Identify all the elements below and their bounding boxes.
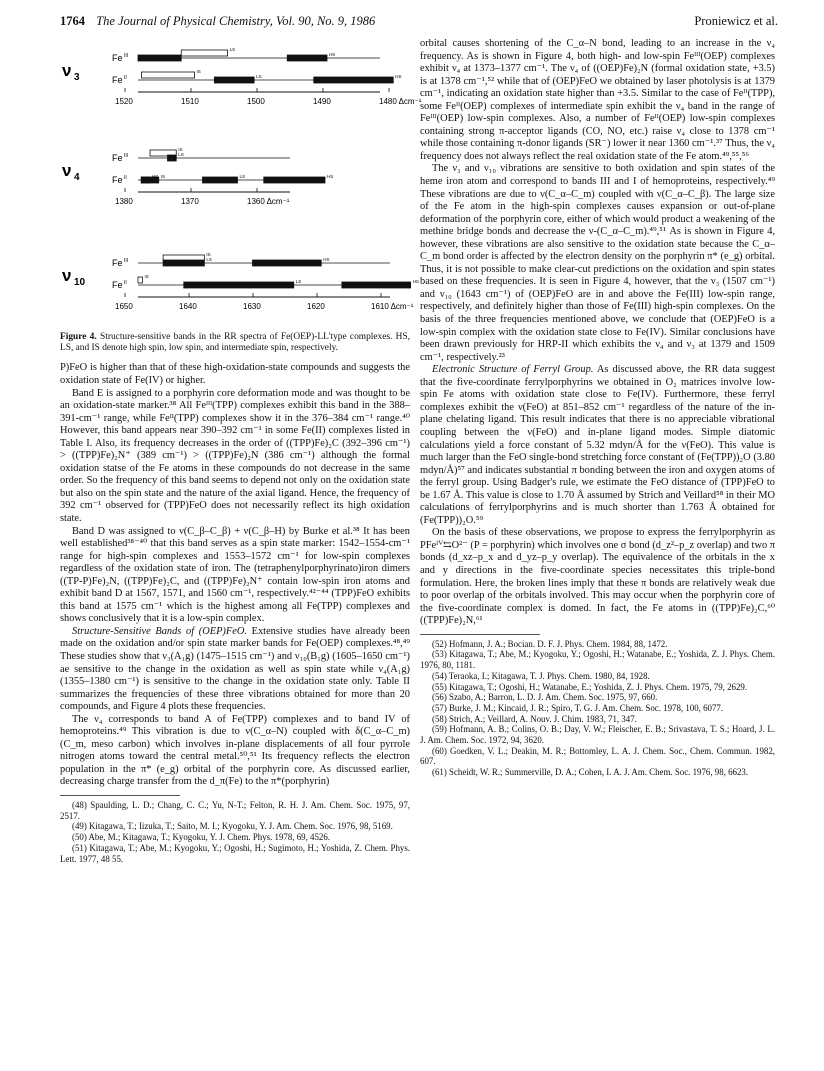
reference-item: (48) Spaulding, L. D.; Chang, C. C.; Yu, N-T.; Felton, R. H. J. Am. Chem. Soc. 1975, 97, 2517.: [60, 800, 410, 821]
spin-state-bar: [184, 282, 294, 288]
spin-state-bar: [314, 77, 394, 83]
reference-item: (60) Goedken, V. L.; Deakin, M. R.; Bottomley, L. A. J. Chem. Soc., Chem. Commun. 1982, 607.: [420, 745, 775, 767]
reference-item: (55) Kitagawa, T.; Ogoshi, H.; Watanabe, E.; Yoshida, Z. J. Phys. Chem. 1975, 79, 2629.: [432, 681, 748, 692]
spin-state-bar: [253, 260, 322, 266]
fe3-row-sup: III: [124, 258, 129, 264]
spin-state-bar: [203, 177, 238, 183]
axis-tick-label: 1640: [179, 302, 197, 311]
spin-state-bar: [287, 55, 327, 61]
panel-label-subscript: 3: [74, 72, 80, 83]
spin-state-bar: [138, 277, 143, 283]
paragraph: On the basis of these observations, we propose to express the ferrylporphyrin as PFeᴵⱽ⇆O²⁻ (P = porphyrin) which involves one σ bond (d_z²–p_z overlap) and two π bonds (d_xz–p_x and d_yz–p_y overlap). The equivalence of the orbitals in the x and y directions in the five-coordinate species necessitates this triple-bond formulation. Here, the broken lines imply that these π bonds are relatively weak due to poor overlap of the orbitals involved. This may occur when the porphyrin core of the five-coordinate complex is domed. In fact, the Fe atoms in ((TPP)Fe)₂C,⁶⁰ ((TPP)Fe)₂N,⁶¹: [420, 527, 775, 627]
journal-citation: The Journal of Physical Chemistry, Vol. 90, No. 9, 1986: [96, 14, 376, 28]
spin-state-bar: [342, 282, 411, 288]
spin-state-label: HS: [412, 279, 419, 284]
reference-item: (51) Kitagawa, T.; Abe, M.; Kyogoku, Y.; Ogoshi, H.; Sugimoto, H.; Yoshida, Z. Chem. Phys. Lett. 1977, 48 55.: [60, 842, 410, 864]
fe3-row-label: Fe: [112, 258, 123, 268]
spin-state-bar: [214, 77, 254, 83]
axis-tick-label: 1650: [115, 302, 133, 311]
spin-state-label: LS: [295, 279, 302, 284]
spin-state-label: IS: [144, 274, 149, 279]
axis-tick-label: 1630: [243, 302, 261, 311]
figure-4-diagram: [60, 38, 422, 328]
panel-label: ν: [62, 161, 72, 180]
reference-divider: [420, 634, 540, 635]
paragraph: [420, 364, 775, 527]
fe3-row-label: Fe: [112, 153, 123, 163]
spin-state-label: LS: [178, 152, 184, 157]
reference-item: (50) Abe, M.; Kitagawa, T.; Kyogoku, Y. J. Chem. Phys. 1978, 69, 4526.: [72, 832, 331, 843]
spin-state-label: IS: [160, 174, 166, 179]
running-authors: Proniewicz et al.: [694, 14, 778, 28]
axis-tick-label: 1370: [181, 197, 199, 206]
reference-item: (56) Szabo, A.; Barron, L. D. J. Am. Chem. Soc. 1975, 97, 660.: [432, 692, 658, 703]
section-heading: Electronic Structure of Ferryl Group.: [432, 364, 594, 376]
paragraph: The ν₄ corresponds to band A of Fe(TPP) complexes and to band IV of hemoproteins.⁴⁹ This vibration is due to ν(C_α–N) coupled with δ(C_α–C_m) (C_m, meso carbon) which involves in-plane displacements of all four pyrrole nitrogen atoms toward the central metal.⁵⁰,⁵¹ Its frequency reflects the electron population in the π* (e_g) orbital of the porphyrin core. As discussed earlier, decreasing charge transfer from the d_π(Fe) to the π*(porphyrin): [60, 713, 410, 788]
left-column: [60, 38, 422, 864]
reference-list: [420, 639, 775, 778]
reference-item: (59) Hofmann, A. B.; Colins, O. B.; Day, V. W.; Fleischer, E. B.; Srivastava, T. S.; Hoard, J. L. J. Am. Chem. Soc. 1972, 94, 3620.: [420, 724, 775, 746]
fe3-row-label: Fe: [112, 53, 123, 63]
paragraph: Band E is assigned to a porphyrin core deformation mode and was thought to be an oxidation-state marker.³⁸ All Feᴵᴵᴵ(TPP) complexes exhibit this band in the 388–391-cm⁻¹ range, while Feᴵᴵ(TPP) complexes show it in the 376–384 cm⁻¹ range.⁴⁰ However, this band appears near 390–392 cm⁻¹ in some Fe(II) complexes listed in Table I. Also, its frequency decreases in the order of ((TPP)Fe)₂C (392–396 cm⁻¹) > ((TPP)Fe)₂N⁺ (389 cm⁻¹) > ((TPP)Fe)₂N (386 cm⁻¹) although the formal oxidation statse of the Fe atoms in these compounds do not decrease in the same order. So the frequency of this band seems to depend not only on the oxidation state but also on the spin state and the nature of the axial ligand. Hence, the frequency of 392 cm⁻¹ observed for (TPP)FeO does not necessarily reflect its high oxidation state.: [60, 387, 410, 524]
figure-caption: [60, 332, 410, 354]
spin-state-bar: [168, 155, 177, 161]
figure-caption-text: Structure-sensitive bands in the RR spectra of Fe(OEP)-LL'type complexes. HS, LS, and IS denote high spin, low spin, and intermediate spin, respectively.: [60, 332, 410, 354]
spin-state-bar: [163, 260, 204, 266]
spin-state-label: IS: [196, 69, 201, 74]
paragraph: orbital causes shortening of the C_α–N bond, leading to an increase in the ν₄ frequency. As is shown in Figure 4, both high- and low-spin Feᴵᴵᴵ(OEP) complexes exhibit ν₄ at 1373–1377 cm⁻¹. The ν₄ of ((OEP)Fe)₂N (formal oxidation state, +3.5) is at 1378 cm⁻¹,⁵² while that of (OEP)FeO we obtained by laser photolysis is at 1379 cm⁻¹, indicating an oxidation state higher than +3.5. Similar to the case of Feᴵᴵ(TPP), some Feᴵᴵ(OEP) complexes of intermediate spin exhibit the ν₄ band in the range of Feᴵᴵᴵ(OEP) low-spin complexes. Also, a number of Feᴵᴵ(OEP) low-spin complexes containing strong π-acceptor ligands (CO, NO, etc.) raise ν₄ close to 1378 cm⁻¹ while those containing π-donor ligands (SR⁻) lower it near 1360 cm⁻¹.³⁷ Thus, the ν₄ frequency does not always reflect the real oxidation state of the Fe atom.⁴⁹,⁵⁵,⁵⁶: [420, 38, 775, 162]
reference-item: (53) Kitagawa, T.; Abe, M.; Kyogoku, Y.; Ogoshi, H.; Watanabe, E.; Yoshida, Z. J. Phys. Chem. 1976, 80, 1181.: [420, 649, 775, 671]
reference-item: (52) Hofmann, J. A.; Bocian. D. F. J. Phys. Chem. 1984, 88, 1472.: [432, 638, 668, 649]
fe2-row-label: Fe: [112, 175, 123, 185]
spin-state-bar: [141, 177, 150, 183]
spin-state-label: LS: [229, 47, 236, 52]
axis-tick-label: 1490: [313, 97, 331, 106]
right-column: [420, 38, 775, 778]
reference-item: (49) Kitagawa, T.; Iizuka, T.; Saito, M. I.; Kyogoku, Y. J. Am. Chem. Soc. 1976, 98, 5169.: [72, 821, 393, 832]
axis-tick-label: 1380: [115, 197, 133, 206]
paragraph: Band D was assigned to ν(C_β–C_β) + ν(C_β–H) by Burke et al.³⁸ It has been well established³⁸⁻⁴⁰ that this band serves as a spin state marker: 1542–1554-cm⁻¹ range for high-spin complexes and 1553–1572 cm⁻¹ for low-spin complexes regardless of the oxidation state of iron. The (tetraphenylporphyrinato)iron dimers ((TP-P)Fe)₂N, ((TPP)Fe)₂C, and ((TPP)Fe)₂N⁺ contain low-spin iron atoms and exhibit band D at 1567, 1571, and 1560 cm⁻¹, respectively.⁴²⁻⁴⁴ (TPP)FeO exhibits this band at 1575 cm⁻¹ which is the highest among all Fe(TPP) complexes and shows conclusively that it is a low-spin complex.: [60, 525, 410, 625]
reference-divider: [60, 795, 180, 796]
reference-item: (58) Strich, A.; Veillard, A. Nouv. J. Chim. 1983, 71, 347.: [432, 713, 637, 724]
panel-label: ν: [62, 61, 72, 80]
fe2-row-label: Fe: [112, 75, 123, 85]
axis-tick-label: 1500: [247, 97, 265, 106]
fe2-row-label: Fe: [112, 280, 123, 290]
panel-label-subscript: 10: [74, 277, 86, 288]
page-number: 1764: [60, 14, 85, 28]
spin-state-label: HS: [327, 174, 334, 179]
axis-tick-label: 1510: [181, 97, 199, 106]
spin-state-bar: [142, 72, 195, 78]
spin-state-label: HS: [329, 52, 336, 57]
page-header: [60, 14, 778, 32]
fe3-row-sup: III: [124, 153, 129, 159]
reference-list: [60, 800, 410, 864]
spin-state-label: LS: [206, 257, 212, 262]
axis-tick-label: 1360 Δcm⁻¹: [247, 197, 290, 206]
spin-state-bar: [138, 55, 181, 61]
section-heading: Structure-Sensitive Bands of (OEP)FeO.: [72, 625, 247, 637]
paragraph: P)FeO is higher than that of these high-oxidation-state compounds and suggests the oxidation state of Fe(IV) or higher.: [60, 362, 410, 386]
figure-caption-label: Figure 4.: [60, 332, 97, 342]
reference-item: (54) Teraoka, I.; Kitagawa, T. J. Phys. Chem. 1980, 84, 1928.: [432, 670, 650, 681]
spin-state-label: HS: [152, 174, 159, 179]
spin-state-label: LS: [239, 174, 246, 179]
reference-item: (57) Burke, J. M.; Kincaid, J. R.; Spiro, T. G. J. Am. Chem. Soc. 1978, 100, 6077.: [432, 702, 724, 713]
paragraph-text: Extensive studies have already been made on the oxidation and/or spin state marker bands for Fe(OEP) complexes.⁴⁸,⁴⁹ These studies show that ν₃(A₁g) (1475–1515 cm⁻¹) and ν₁₀(B₁g) (1605–1650 cm⁻¹) ae sensitive to the change in the oxidation as well as spin state while ν₄(A₁g) (1355–1380 cm⁻¹) is sensitive to the change in the oxidation state only. Table II summarizes the frequencies of these three vibrations obtained for more than 20 compounds, and Figure 4 plots these frequencies.: [60, 625, 410, 713]
paragraph: [60, 626, 410, 714]
fe2-row-sup: II: [124, 175, 127, 181]
axis-tick-label: 1480 Δcm⁻¹: [379, 97, 422, 106]
reference-item: (61) Scheidt, W. R.; Summerville, D. A.; Cohen, I. A. J. Am. Chem. Soc. 1976, 98, 6623.: [432, 767, 749, 778]
fe2-row-sup: II: [124, 75, 127, 81]
figure-4: [60, 38, 422, 328]
axis-tick-label: 1610 Δcm⁻¹: [371, 302, 414, 311]
spin-state-label: IS: [206, 252, 211, 257]
spin-state-bar: [264, 177, 325, 183]
paragraph-text: As discussed above, the RR data suggest that the five-coordinate ferrylporphyrins we obtained in O₂ matrices involve low-spin Fe atoms with oxidation state close to Fe(IV). Furthermore, these ferryl complexes exhibit the ν(FeO) at 851–852 cm⁻¹ regardless of the nature of the in-plane chelating ligand. This result indicates that there is no appreciable vibrational coupling between the ν(FeO) and in-plane ligand modes. Simple diatomic calculations yield a force constant of 5.32 mdyn/Å for the ν(FeO). This value is much larger than the FeO single-bond stretching force constant of (Fe(TPP))₂O (3.80 mdyn/Å)⁵⁷ and indicates substantial π bonding between the iron and oxygen atoms of the ferryl group. Using Badger's rule, we estimate the FeO distance of (TPP)FeO to be 1.67 Å. This value is close to 1.70 Å assumed by Strich and Veillard⁵⁸ in their MO calculations of ferrylporphyrins and is much shorter than 1.763 Å obtained for (Fe(TPP))₂O.⁵⁹: [420, 364, 775, 526]
axis-tick-label: 1620: [307, 302, 325, 311]
panel-label-subscript: 4: [74, 172, 80, 183]
spin-state-bar: [181, 50, 227, 56]
spin-state-label: HS: [395, 74, 402, 79]
paragraph: The ν₃ and ν₁₀ vibrations are sensitive to both oxidation and spin states of the heme iron atom and correspond to bands III and I of hemoproteins, respectively.⁴⁹ These vibrations are due to ν(C_α–C_m) coupled with ν(C_α–C_β). The large size of the Fe atom in the high-spin complexes causes expansion or out-of-plane deformation of the porphyrin core, either of which would product a weakening of the methine bridge bonds and decrease the ν-(C_α–C_m).⁴⁹,⁵¹ As is shown in Figure 4, however, these vibrations are also sensitive to the oxidation state because the C_α–C_m bond order is affected by the electron density on the porphyrin π* (e_g) orbital. Thus, it is not possible to make clear-cut predictions on the oxidation and spin states based on these frequencies. It is seen in Figure 4, however, that the ν₃ (1507 cm⁻¹) and ν₁₀ (1643 cm⁻¹) of (OEP)FeO are in and above the Fe(III) low-spin range, respectively, and definitely higher than those of Fe(III) high-spin complexes. On the basis of the three frequencies mentioned above, we conclude that (OEP)FeO is a low-spin complex with the oxidation state close to Fe(IV). Similar conclusions have been drawn previously for HRP-II which exhibits the ν₄ and ν₃ at 1379 and 1509 cm⁻¹, respectively.²³: [420, 163, 775, 363]
fe2-row-sup: II: [124, 280, 127, 286]
fe3-row-sup: III: [124, 53, 129, 59]
spin-state-label: HS: [323, 257, 330, 262]
spin-state-label: IS: [178, 147, 183, 152]
panel-label: ν: [62, 266, 72, 285]
spin-state-label: LS: [256, 74, 262, 79]
axis-tick-label: 1520: [115, 97, 133, 106]
